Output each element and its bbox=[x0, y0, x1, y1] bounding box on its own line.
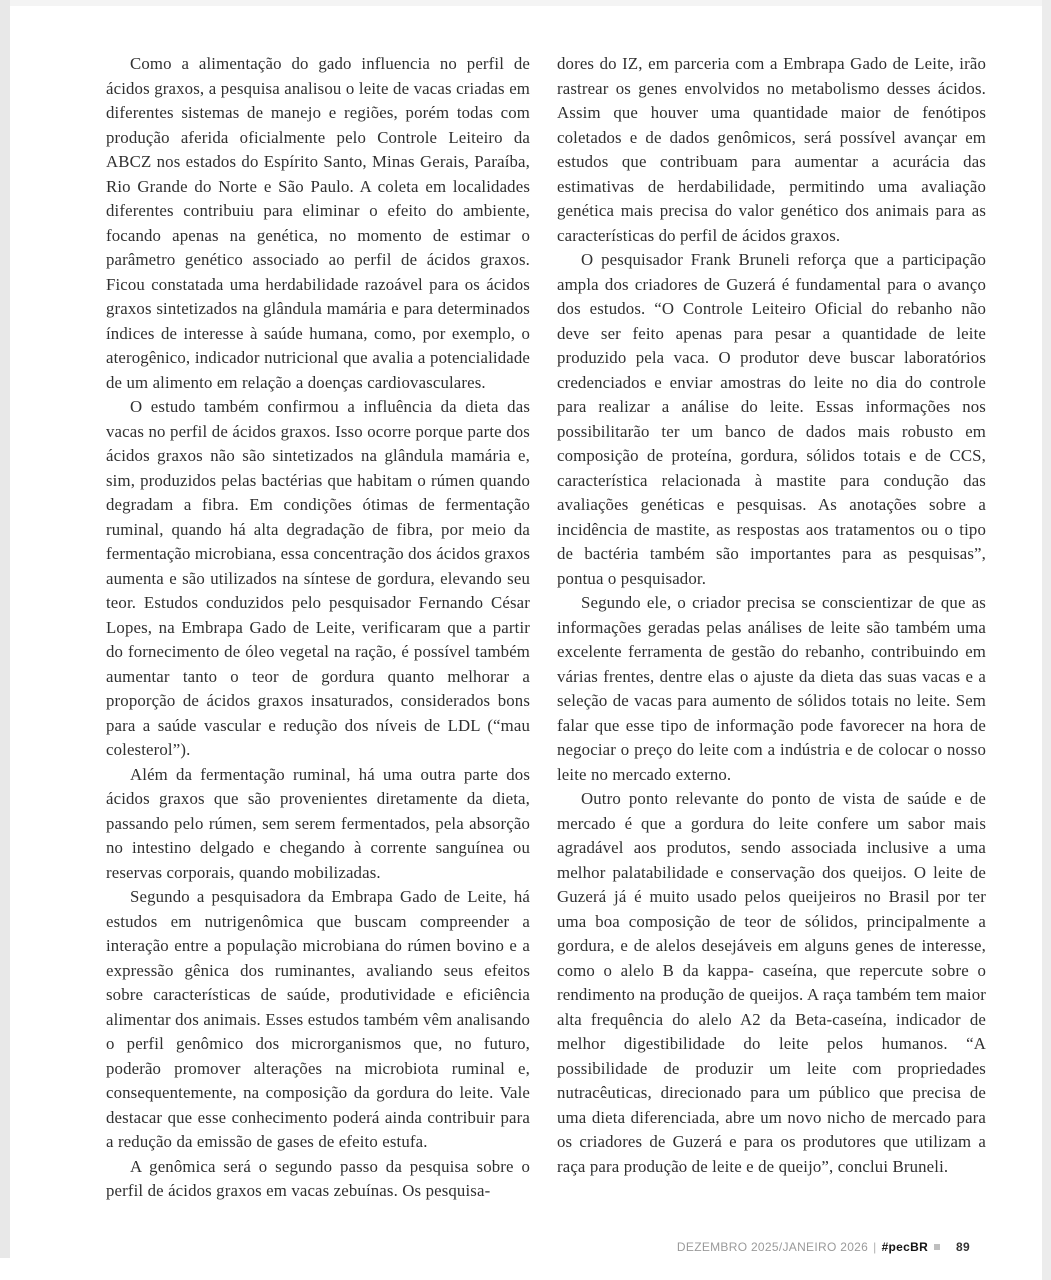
footer-separator: | bbox=[873, 1240, 877, 1254]
paragraph-genomics-intro: A genômica será o segundo passo da pesquisa sobre o perfil de ácidos graxos em vacas zebuínas. Os pesquisa- bbox=[106, 1156, 530, 1200]
left-column bbox=[106, 52, 530, 1204]
page-edge-left bbox=[0, 0, 10, 1258]
page-edge-top bbox=[10, 0, 1042, 6]
paragraph-genomics-continuation: dores do IZ, em parceria com a Embrapa Gado de Leite, irão rastrear os genes envolvidos no metabolismo desses ácidos. Assim que houver uma quantidade maior de fenótipos coletados e de dados genômicos, será possível avançar em estudos que contribuam para aumentar a acurácia das estimativas de herdabilidade, permitindo uma avaliação genética mais precisa do valor genético dos animais para as características do perfil de ácidos graxos. bbox=[557, 54, 986, 245]
page-footer bbox=[677, 1240, 970, 1254]
footer-square-icon bbox=[934, 1244, 940, 1250]
paragraph-nutrigenomics: Segundo a pesquisadora da Embrapa Gado de Leite, há estudos em nutrigenômica que buscam compreender a interação entre a população microbiana do rúmen bovino e a expressão gênica dos ruminantes, avaliando seus efeitos sobre características de saúde, produtividade e eficiência alimentar dos animais. Esses estudos também vêm analisando o perfil genômico dos microrganismos que, no futuro, poderão promover alterações na microbiota ruminal e, consequentemente, na composição da gordura do leite. Vale destacar que esse conhecimento poderá ainda contribuir para a redução da emissão de gases de efeito estufa. bbox=[106, 887, 530, 1151]
footer-magazine-name: #pecBR bbox=[881, 1240, 929, 1254]
footer-issue-date: DEZEMBRO 2025/JANEIRO 2026 bbox=[676, 1240, 869, 1254]
page-edge-right bbox=[1042, 0, 1051, 1280]
right-column bbox=[557, 52, 986, 1204]
paragraph-ruminal-fermentation: Além da fermentação ruminal, há uma outra parte dos ácidos graxos que são provenientes diretamente da dieta, passando pelo rúmen, sem serem fermentados, pela absorção no intestino delgado e chegando à corrente sanguínea ou reservas corporais, quando mobilizadas. bbox=[106, 764, 530, 882]
paragraph-feed-influence: Como a alimentação do gado influencia no perfil de ácidos graxos, a pesquisa analisou o leite de vacas criadas em diferentes sistemas de manejo e regiões, porém todas com produção aferida oficialmente pelo Controle Leiteiro da ABCZ nos estados do Espírito Santo, Minas Gerais, Paraíba, Rio Grande do Norte e São Paulo. A coleta em localidades diferentes contribuiu para eliminar o efeito do ambiente, focando apenas na genética, no momento de estimar o parâmetro genético associado ao perfil de ácidos graxos. Ficou constatada uma herdabilidade razoável para os ácidos graxos sintetizados na glândula mamária e para determinados índices de interesse à saúde humana, como, por exemplo, o aterogênico, indicador nutricional que avalia a potencialidade de um alimento em relação a doenças cardiovasculares. bbox=[106, 54, 530, 392]
paragraph-diet-confirmation: O estudo também confirmou a influência da dieta das vacas no perfil de ácidos graxos. Isso ocorre porque parte dos ácidos graxos não são sintetizados na glândula mamária e, sim, produzidos pelas bactérias que habitam o rúmen quando degradam a fibra. Em condições ótimas de fermentação ruminal, quando há alta degradação de fibra, por meio da fermentação microbiana, essa concentração dos ácidos graxos aumenta e são utilizados na síntese de gordura, elevando seu teor. Estudos conduzidos pelo pesquisador Fernando César Lopes, na Embrapa Gado de Leite, verificaram que a partir do fornecimento de óleo vegetal na ração, é possível também aumentar tanto o teor de gordura quanto melhorar a proporção de ácidos graxos insaturados, considerados bons para a saúde vascular e redução dos níveis de LDL (“mau colesterol”). bbox=[106, 397, 530, 759]
article-body bbox=[106, 52, 986, 1204]
footer-page-number: 89 bbox=[956, 1240, 970, 1254]
paragraph-frank-bruneli: O pesquisador Frank Bruneli reforça que a participação ampla dos criadores de Guzerá é fundamental para o avanço dos estudos. “O Controle Leiteiro Oficial do rebanho não deve ser feito apenas para pesar a quantidade de leite produzido pela vaca. O produtor deve buscar laboratórios credenciados e enviar amostras do leite no dia do controle para realizar a análise do leite. Essas informações nos possibilitarão ter um banco de dados mais robusto em composição de proteína, gordura, sólidos totais e de CCS, característica relacionada à mastite para condução das avaliações genéticas e pesquisas. As anotações sobre a incidência de mastite, as respostas aos tratamentos ou o tipo de bactéria também são importantes para as pesquisas”, pontua o pesquisador. bbox=[557, 250, 986, 588]
paragraph-herd-management: Segundo ele, o criador precisa se conscientizar de que as informações geradas pelas análises de leite são também uma excelente ferramenta de gestão do rebanho, contribuindo em várias frentes, dentre elas o ajuste da dieta das suas vacas e a seleção de vacas para aumento de sólidos totais no leite. Sem falar que esse tipo de informação pode favorecer na hora de negociar o preço do leite com a indústria e de colocar o nosso leite no mercado externo. bbox=[557, 593, 986, 784]
paragraph-market-health: Outro ponto relevante do ponto de vista de saúde e de mercado é que a gordura do leite confere um sabor mais agradável aos produtos, sendo associada inclusive a uma melhor palatabilidade e conservação dos queijos. O leite de Guzerá já é muito usado pelos queijeiros no Brasil por ter uma boa composição de teor de sólidos, principalmente a gordura, e de alelos desejáveis em alguns genes de interesse, como o alelo B da kappa- caseína, que repercute sobre o rendimento na produção de queijos. A raça também tem maior alta frequência do alelo A2 da Beta-caseína, indicador de melhor digestibilidade do leite pelos humanos. “A possibilidade de produzir um leite com propriedades nutracêuticas, direcionado para um público que precisa de uma dieta diferenciada, abre um novo nicho de mercado para os criadores de Guzerá e para os produtores que utilizam a raça para produção de leite e de queijo”, conclui Bruneli. bbox=[557, 789, 986, 1176]
